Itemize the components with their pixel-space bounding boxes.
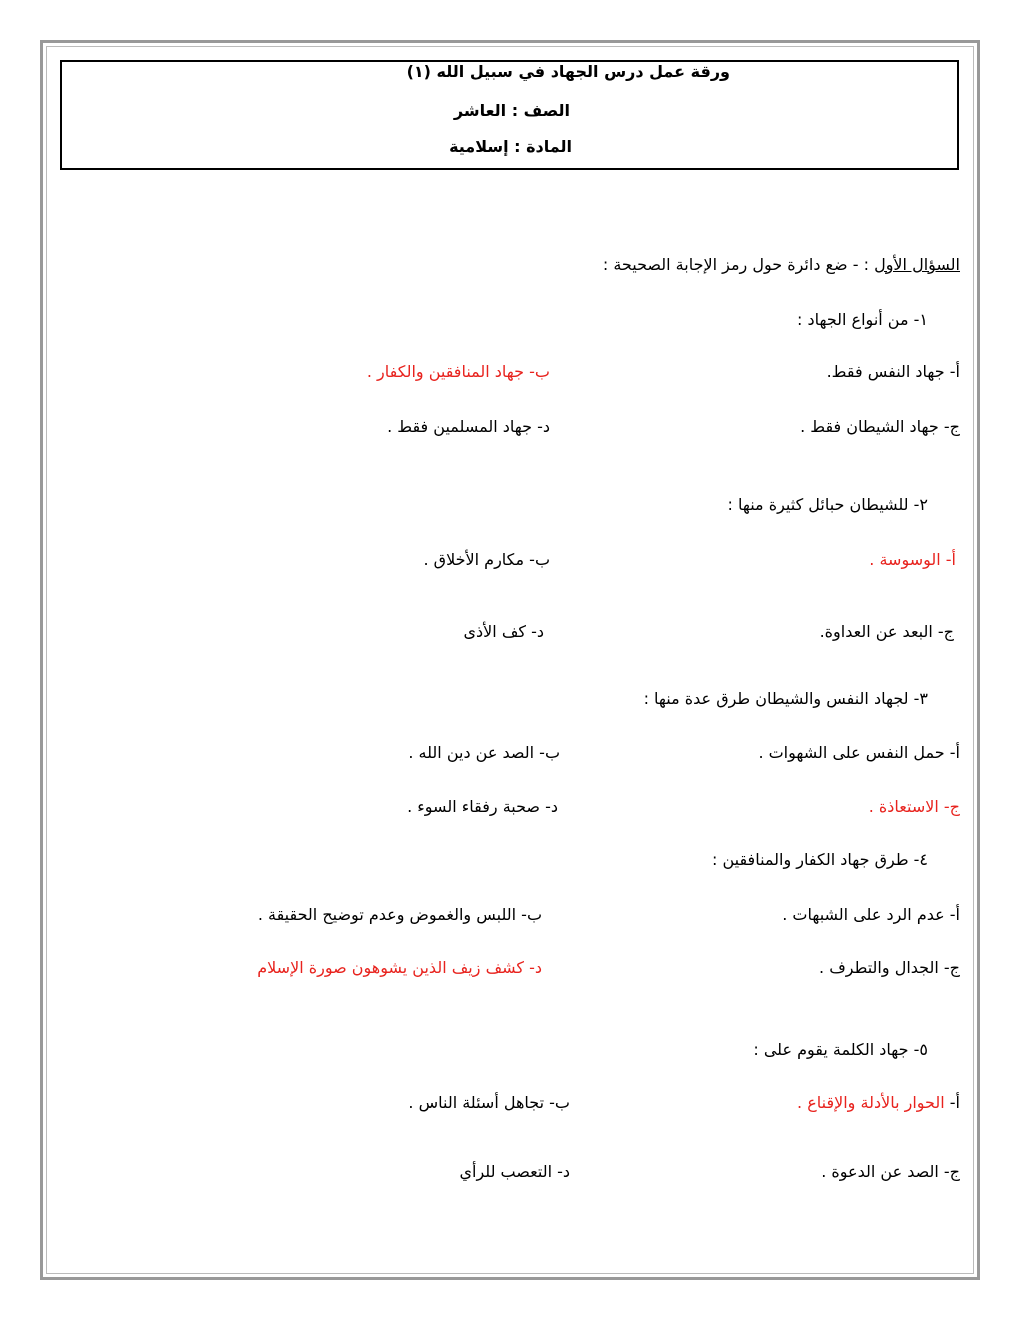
question1-heading <box>603 255 960 274</box>
item5-option-a <box>797 1093 960 1112</box>
item1-option-d: د- جهاد المسلمين فقط . <box>387 417 550 436</box>
item2-option-a-answer: أ- الوسوسة . <box>869 550 956 569</box>
item4-option-b: ب- اللبس والغموض وعدم توضيح الحقيقة . <box>257 905 542 924</box>
item2-stem: ٢- للشيطان حبائل كثيرة منها : <box>727 495 928 514</box>
item5-stem: ٥- جهاد الكلمة يقوم على : <box>753 1040 928 1059</box>
item2-option-d: د- كف الأذى <box>463 622 544 641</box>
item4-stem: ٤- طرق جهاد الكفار والمنافقين : <box>711 850 928 869</box>
item3-option-d: د- صحبة رفقاء السوء . <box>407 797 558 816</box>
item2-option-c: ج- البعد عن العداوة. <box>819 622 954 641</box>
item1-stem: ١- من أنواع الجهاد : <box>796 310 928 329</box>
item2-option-b: ب- مكارم الأخلاق . <box>423 550 550 569</box>
item5-option-b: ب- تجاهل أسئلة الناس . <box>408 1093 570 1112</box>
worksheet-title: ورقة عمل درس الجهاد في سبيل الله (١) <box>406 62 730 81</box>
subject-line: المادة : إسلامية <box>449 137 572 156</box>
item4-option-d-answer: د- كشف زيف الذين يشوهون صورة الإسلام <box>257 958 542 977</box>
item3-option-a: أ- حمل النفس على الشهوات . <box>758 743 960 762</box>
item5-option-c: ج- الصد عن الدعوة . <box>821 1162 960 1181</box>
item4-option-a: أ- عدم الرد على الشبهات . <box>782 905 960 924</box>
item3-option-c-answer: ج- الاستعاذة . <box>868 797 960 816</box>
question1-label: السؤال الأول <box>874 255 960 274</box>
page-border-inner <box>46 46 974 1274</box>
item5-option-d: د- التعصب للرأي <box>459 1162 570 1181</box>
item5-option-a-prefix: أ- <box>949 1093 960 1112</box>
question1-instruction: : - ضع دائرة حول رمز الإجابة الصحيحة : <box>602 255 869 274</box>
item1-option-c: ج- جهاد الشيطان فقط . <box>800 417 960 436</box>
item3-stem: ٣- لجهاد النفس والشيطان طرق عدة منها : <box>643 689 928 708</box>
item1-option-a: أ- جهاد النفس فقط. <box>826 362 960 381</box>
item3-option-b: ب- الصد عن دين الله . <box>408 743 560 762</box>
item1-option-b-answer: ب- جهاد المنافقين والكفار . <box>366 362 550 381</box>
item4-option-c: ج- الجدال والتطرف . <box>819 958 960 977</box>
item5-option-a-answer: الحوار بالأدلة والإقناع . <box>797 1093 945 1112</box>
grade-line: الصف : العاشر <box>453 101 570 120</box>
